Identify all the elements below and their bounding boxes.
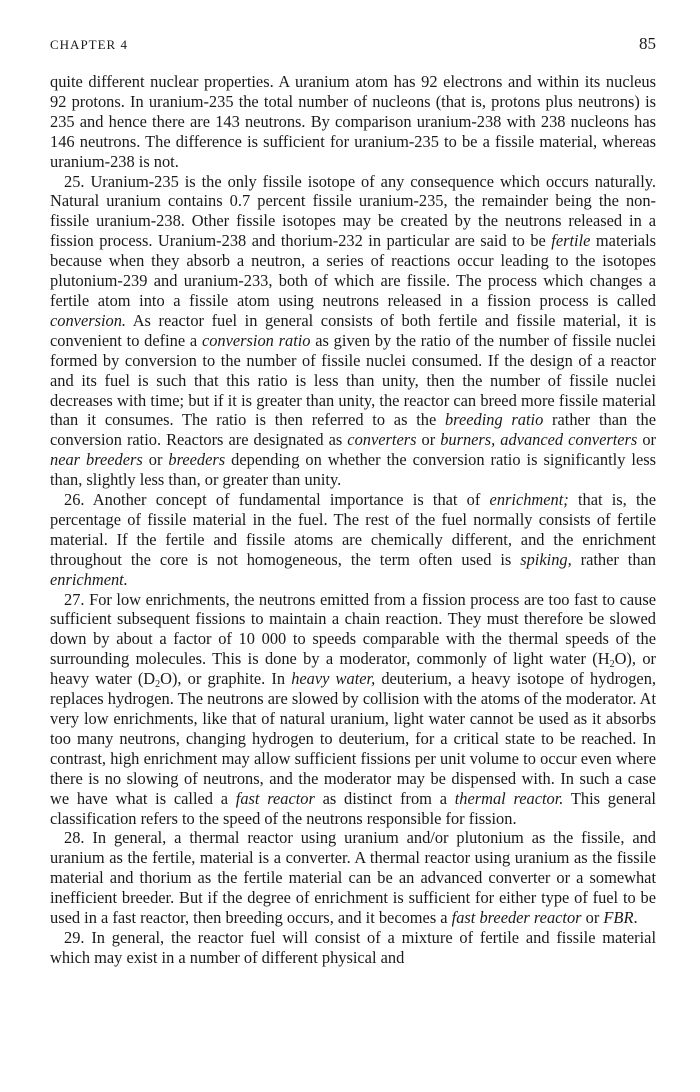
italic-term: burners, advanced converters <box>440 430 638 450</box>
paragraph-number: 29. <box>64 927 85 947</box>
text-run: This general classification refers to the speed of the neutrons responsible for fission. <box>50 788 656 828</box>
italic-term: conversion ratio <box>201 330 311 350</box>
paragraph <box>50 928 656 968</box>
text-run: rather than the conversion ratio. Reactors are designated as <box>50 410 656 450</box>
text-run: rather than <box>571 549 657 569</box>
text-run: as distinct from a <box>314 788 455 808</box>
page-header <box>50 34 656 72</box>
italic-term: enrichment; <box>489 490 569 510</box>
italic-term: breeders <box>168 450 226 470</box>
text-run: quite different nuclear properties. A uranium atom has 92 electrons and within its nucleus 92 protons. In uranium-235 the total number of nucleons (that is, protons plus neutrons) is 235 and hence there are 143 neutrons. By comparison uranium-238 with 238 nucleons has 146 neutrons. The difference is sufficient for uranium-235 to be a fissile material, whereas uranium-238 is not. <box>50 72 656 171</box>
text-run: Another concept of fundamental importance is that of <box>92 490 490 510</box>
text-run: depending on whether the conversion ratio is significantly less than, slightly less than, or greater than unity. <box>50 450 656 490</box>
italic-term: FBR <box>603 908 634 928</box>
body-text <box>50 72 656 968</box>
paragraph <box>50 72 656 172</box>
italic-term: fast reactor <box>235 788 315 808</box>
paragraph-number: 28. <box>64 828 85 848</box>
text-run: Uranium-235 is the only fissile isotope of any consequence which occurs naturally. Natural uranium contains 0.7 percent fissile uranium-235, the remainder being the non-fissile uranium-238. Other fissile isotopes may be created by the neutrons released in a fission process. Uranium-238 and thorium-232 in particular are said to be <box>50 171 656 251</box>
text-run: O), or heavy water (D <box>50 649 656 689</box>
text-run: or <box>637 430 656 450</box>
text-run: that is, the percentage of fissile material in the fuel. The rest of the fuel normally consists of fertile material. If the fertile and fissile atoms are chemically different, and the enrichment throughout the core is not homogeneous, the term often used is <box>50 490 656 569</box>
italic-term: spiking, <box>520 549 572 569</box>
italic-term: breeding ratio <box>444 410 544 430</box>
page-number: 85 <box>639 34 656 53</box>
paragraph-number: 27. <box>64 589 85 609</box>
text-run: or <box>581 908 604 928</box>
text-run: materials because when they absorb a neutron, a series of reactions occur leading to the isotopes plutonium-239 and uranium-233, both of which are fissile. The process which changes a fertile atom into a fissile atom using neutrons released in a fission process is called <box>50 231 657 310</box>
text-run: O), or graphite. In <box>160 669 292 689</box>
running-head: CHAPTER 4 <box>50 37 128 52</box>
paragraph <box>50 490 656 590</box>
italic-term: thermal reactor. <box>454 788 564 808</box>
text-run: deuterium, a heavy isotope of hydrogen, replaces hydrogen. The neutrons are slowed by collision with the atoms of the moderator. At very low enrichments, like that of natural uranium, light water cannot be used as it absorbs too many neutrons, changing hydrogen to deuterium, for a critical state to be reached. In contrast, high enrichment may allow sufficient fissions per unit volume to occur even where there is no slowing of neutrons, and the moderator may be dispensed with. In such a case we have what is called a <box>50 669 657 808</box>
italic-term: conversion. <box>50 310 127 330</box>
italic-term: fertile <box>551 231 591 251</box>
text-run: as given by the ratio of the number of fissile nuclei formed by conversion to the number of fissile nuclei consumed. If the design of a reactor and its fuel is such that this ratio is less than unity, then the number of fissile nuclei decreases with time; but if it is greater than unity, the reactor can breed more fissile material than it consumes. The ratio is then referred to as the <box>50 330 656 430</box>
paragraph-number: 25. <box>64 171 85 191</box>
text-run: In general, a thermal reactor using uranium and/or plutonium as the fissile, and uranium as the fertile, material is a converter. A thermal reactor using uranium as the fissile material and thorium as the fertile material can be an advanced converter or a somewhat inefficient breeder. But if the degree of enrichment is sufficient for either type of fuel to be used in a fast reactor, then breeding occurs, and it becomes a <box>50 828 656 928</box>
italic-term: heavy water, <box>291 669 376 689</box>
text-run: For low enrichments, the neutrons emitted from a fission process are too fast to cause sufficient subsequent fissions to maintain a chain reaction. They must therefore be slowed down by about a factor of 10 000 to speeds comparable with the thermal speeds of the surrounding molecules. This is done by a moderator, commonly of light water (H <box>50 589 656 669</box>
text-run: . <box>633 908 638 928</box>
subscript: 2 <box>609 659 615 671</box>
paragraph <box>50 172 656 491</box>
text-run: As reactor fuel in general consists of both fertile and fissile material, it is convenient to define a <box>50 310 656 350</box>
paragraph <box>50 590 656 829</box>
italic-term: near breeders <box>50 450 143 470</box>
italic-term: fast breeder reactor <box>451 908 582 928</box>
text-run: In general, the reactor fuel will consist of a mixture of fertile and fissile material which may exist in a number of different physical and <box>50 927 656 967</box>
paragraph <box>50 828 656 928</box>
text-run: or <box>416 430 441 450</box>
paragraph-number: 26. <box>64 490 85 510</box>
subscript: 2 <box>155 679 161 691</box>
text-run: or <box>142 450 169 470</box>
italic-term: converters <box>347 430 417 450</box>
italic-term: enrichment. <box>50 569 128 589</box>
